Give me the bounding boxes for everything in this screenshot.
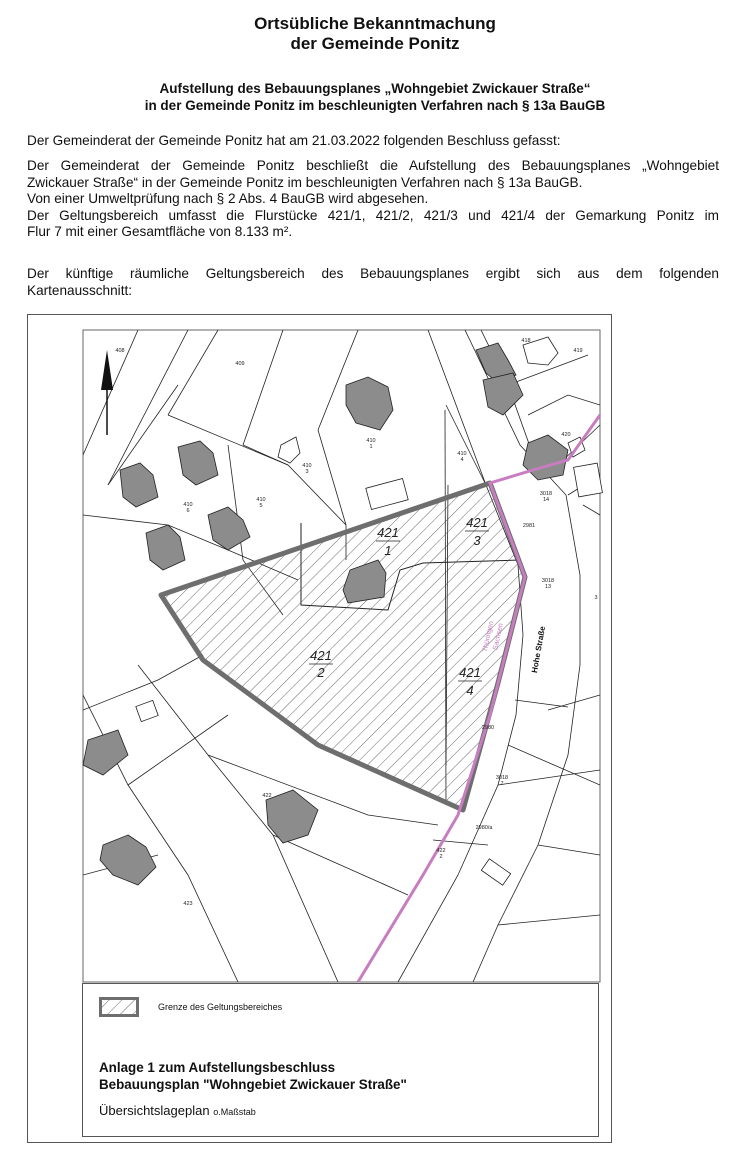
parcel-label: 409 [235,361,245,367]
parcel-label: 2 [439,854,443,860]
parcel-label: 2980/a [475,825,493,831]
state-label-sachsen: Sachsen [492,622,505,651]
parcel-label: 410 [366,438,376,444]
parcel-label: 13 [544,584,552,590]
parcel-label: 2980 [481,725,495,731]
parcel-label: 408 [115,348,125,354]
parcel-label: 5 [259,503,263,509]
annex-title: Anlage 1 zum Aufstellungsbeschluss [99,1060,336,1075]
resolution-line: Von einer Umweltprüfung nach § 2 Abs. 4 BauGB wird abgesehen. [27,191,429,206]
notice-subtitle-line1: Aufstellung des Bebauungsplanes „Wohngebiet Zwickauer Straße“ [159,81,591,96]
legend-boundary-label: Grenze des Geltungsbereiches [158,1002,283,1012]
parcel-label: 1 [369,444,373,450]
parcel-label: 410 [256,497,266,503]
resolution-line: Zwickauer Straße“ in der Gemeinde Ponitz im beschleunigten Verfahren nach § 13a BauGB. [27,174,583,190]
parcel-label: 410 [183,502,193,508]
parcel-label: 14 [542,497,550,503]
parcel-label: 3 [594,595,598,601]
resolution-line: Flur 7 mit einer Gesamtfläche von 8.133 m². [27,224,293,239]
parcel-421-2-number: 421 [310,648,332,663]
map-intro-line: Kartenausschnitt: [27,282,133,298]
overview-text: Übersichtslageplan [99,1103,210,1118]
resolution-text [27,158,719,241]
parcel-label: 423 [183,901,193,907]
parcel-421-3-number: 421 [466,515,488,530]
parcel-label: 418 [521,338,531,344]
parcel-label: 422 [436,848,446,854]
parcel-label: 410 [457,451,467,457]
parcel-421-4-number: 421 [459,665,481,680]
parcel-label: 420 [561,432,571,438]
state-label-thueringen: Thüringen [481,620,496,653]
parcel-421-4-sub: 4 [466,683,474,698]
parcel-label: 7 [500,781,504,787]
parcel-label: 4 [460,457,464,463]
parcel-label: 3018 [495,775,509,781]
scale-note: o.Maßstab [213,1107,256,1117]
parcel-421-2-sub: 2 [317,665,325,680]
annex-plan-name: Bebauungsplan "Wohngebiet Zwickauer Straße" [99,1077,407,1092]
resolution-line: Der Geltungsbereich umfasst die Flurstücke 421/1, 421/2, 421/3 und 421/4 der Gemarkung Ponitz im [27,207,719,223]
resolution-intro: Der Gemeinderat der Gemeinde Ponitz hat am 21.03.2022 folgenden Beschluss gefasst: [27,133,561,148]
boundary-swatch [99,997,139,1017]
resolution-line: Der Gemeinderat der Gemeinde Ponitz beschließt die Aufstellung des Bebauungsplanes „Wohngebiet [27,158,719,173]
parcel-label: 3 [305,469,309,475]
parcel-421-1-number: 421 [377,525,399,540]
parcel-421-1-sub: 1 [384,543,392,558]
parcel-label: 6 [186,508,190,514]
parcel-label: 2981 [522,523,536,529]
street-name: Hohe Straße [530,625,548,674]
overview-label [99,1103,256,1118]
parcel-label: 410 [302,463,312,469]
notice-title-line1: Ortsübliche Bekanntmachung [254,14,496,33]
map-intro-line: Der künftige räumliche Geltungsbereich des Bebauungsplanes ergibt sich aus dem folgenden [27,266,719,281]
map-intro [27,266,719,299]
parcel-label: 3018 [539,491,553,497]
parcel-label: 422 [262,793,272,799]
legend [82,983,599,1137]
notice-subtitle-line2: in der Gemeinde Ponitz im beschleunigten Verfahren nach § 13a BauGB [144,98,606,113]
parcel-421-3-sub: 3 [473,533,481,548]
notice-title-line2: der Gemeinde Ponitz [290,34,460,53]
parcel-label: 419 [573,348,583,354]
parcel-label: 3018 [541,578,555,584]
